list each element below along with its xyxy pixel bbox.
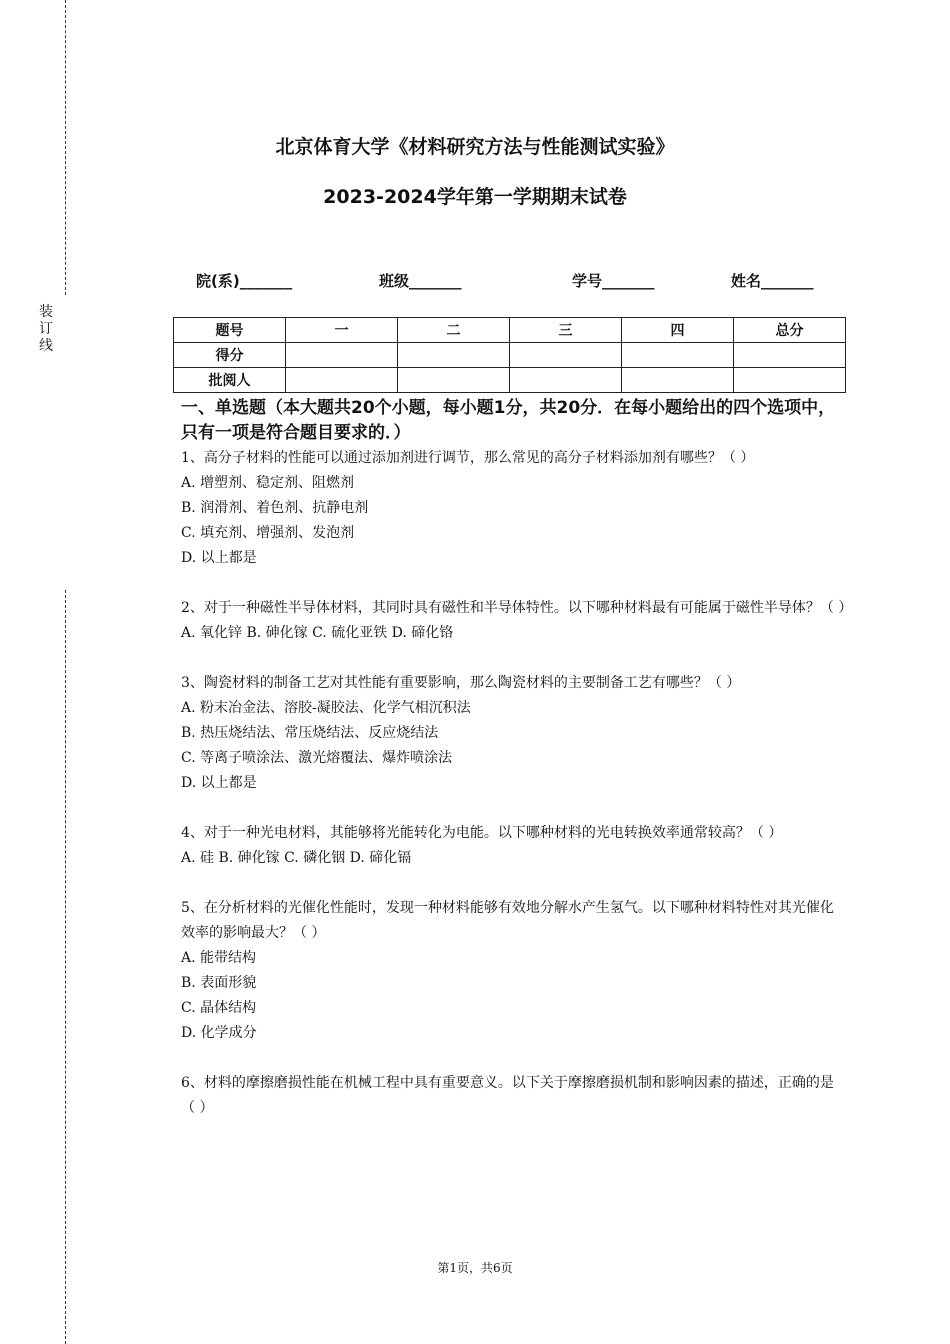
score-row-label: 得分 bbox=[174, 343, 286, 368]
section-heading: 一、单选题（本大题共20个小题，每小题1分，共20分．在每小题给出的四个选项中，只有一项是符合题目要求的．） bbox=[181, 398, 836, 443]
grader-cell bbox=[286, 368, 398, 393]
question-option: A. 能带结构 bbox=[181, 950, 257, 966]
question-2 bbox=[181, 596, 853, 646]
question-option: D. 以上都是 bbox=[181, 775, 257, 791]
grader-row-label: 批阅人 bbox=[174, 368, 286, 393]
question-3 bbox=[181, 671, 846, 796]
score-cell bbox=[734, 343, 846, 368]
binding-margin-label: 装订线 bbox=[39, 304, 53, 354]
score-table-header: 题号 bbox=[174, 318, 286, 343]
question-option: D. 化学成分 bbox=[181, 1025, 257, 1041]
question-option: B. 表面形貌 bbox=[181, 975, 257, 991]
score-table-header: 四 bbox=[622, 318, 734, 343]
score-row bbox=[174, 343, 846, 368]
question-option: C. 等离子喷涂法、激光熔覆法、爆炸喷涂法 bbox=[181, 750, 453, 766]
question-option: B. 热压烧结法、常压烧结法、反应烧结法 bbox=[181, 725, 439, 741]
name-field: 姓名_______ bbox=[731, 272, 814, 290]
exam-title-line2: 2023-2024学年第一学期期末试卷 bbox=[323, 186, 627, 208]
grader-cell bbox=[734, 368, 846, 393]
score-cell bbox=[510, 343, 622, 368]
question-stem: 3、陶瓷材料的制备工艺对其性能有重要影响，那么陶瓷材料的主要制备工艺有哪些？（ ） bbox=[181, 675, 741, 691]
question-stem: 2、对于一种磁性半导体材料，其同时具有磁性和半导体特性。以下哪种材料最有可能属于磁性半导体？（ ） bbox=[181, 600, 853, 616]
question-option: D. 以上都是 bbox=[181, 550, 257, 566]
score-cell bbox=[622, 343, 734, 368]
grader-cell bbox=[398, 368, 510, 393]
question-option: C. 晶体结构 bbox=[181, 1000, 257, 1016]
class-field: 班级_______ bbox=[379, 272, 462, 290]
exam-title-line1: 北京体育大学《材料研究方法与性能测试实验》 bbox=[275, 136, 675, 158]
question-1 bbox=[181, 446, 846, 571]
question-option: A. 氧化锌 B. 砷化镓 C. 硫化亚铁 D. 碲化铬 bbox=[181, 625, 454, 641]
question-4 bbox=[181, 821, 846, 871]
page-footer: 第1页，共6页 bbox=[437, 1261, 513, 1275]
score-table-header-row bbox=[174, 318, 846, 343]
score-cell bbox=[286, 343, 398, 368]
question-option: C. 填充剂、增强剂、发泡剂 bbox=[181, 525, 355, 541]
binding-dashed-line-bottom bbox=[65, 590, 66, 1344]
grader-cell bbox=[622, 368, 734, 393]
score-table-header: 一 bbox=[286, 318, 398, 343]
question-option: A. 硅 B. 砷化镓 C. 磷化铟 D. 碲化镉 bbox=[181, 850, 412, 866]
exam-content bbox=[181, 396, 853, 1121]
department-field: 院(系)_______ bbox=[196, 272, 293, 290]
student-id-field: 学号_______ bbox=[572, 272, 655, 290]
question-5 bbox=[181, 896, 846, 1046]
question-stem: 1、高分子材料的性能可以通过添加剂进行调节，那么常见的高分子材料添加剂有哪些？（ ） bbox=[181, 450, 755, 466]
score-cell bbox=[398, 343, 510, 368]
grader-cell bbox=[510, 368, 622, 393]
score-table-header: 总分 bbox=[734, 318, 846, 343]
score-table bbox=[173, 317, 846, 393]
question-option: B. 润滑剂、着色剂、抗静电剂 bbox=[181, 500, 369, 516]
question-stem: 5、在分析材料的光催化性能时，发现一种材料能够有效地分解水产生氢气。以下哪种材料特性对其光催化效率的影响最大？（ ） bbox=[181, 900, 834, 941]
question-option: A. 粉末冶金法、溶胶-凝胶法、化学气相沉积法 bbox=[181, 700, 471, 716]
grader-row bbox=[174, 368, 846, 393]
question-option: A. 增塑剂、稳定剂、阻燃剂 bbox=[181, 475, 355, 491]
question-6 bbox=[181, 1071, 846, 1121]
score-table-header: 二 bbox=[398, 318, 510, 343]
score-table-header: 三 bbox=[510, 318, 622, 343]
question-stem: 4、对于一种光电材料，其能够将光能转化为电能。以下哪种材料的光电转换效率通常较高？（ ） bbox=[181, 825, 783, 841]
question-stem: 6、材料的摩擦磨损性能在机械工程中具有重要意义。以下关于摩擦磨损机制和影响因素的描述，正确的是（ ） bbox=[181, 1075, 834, 1116]
